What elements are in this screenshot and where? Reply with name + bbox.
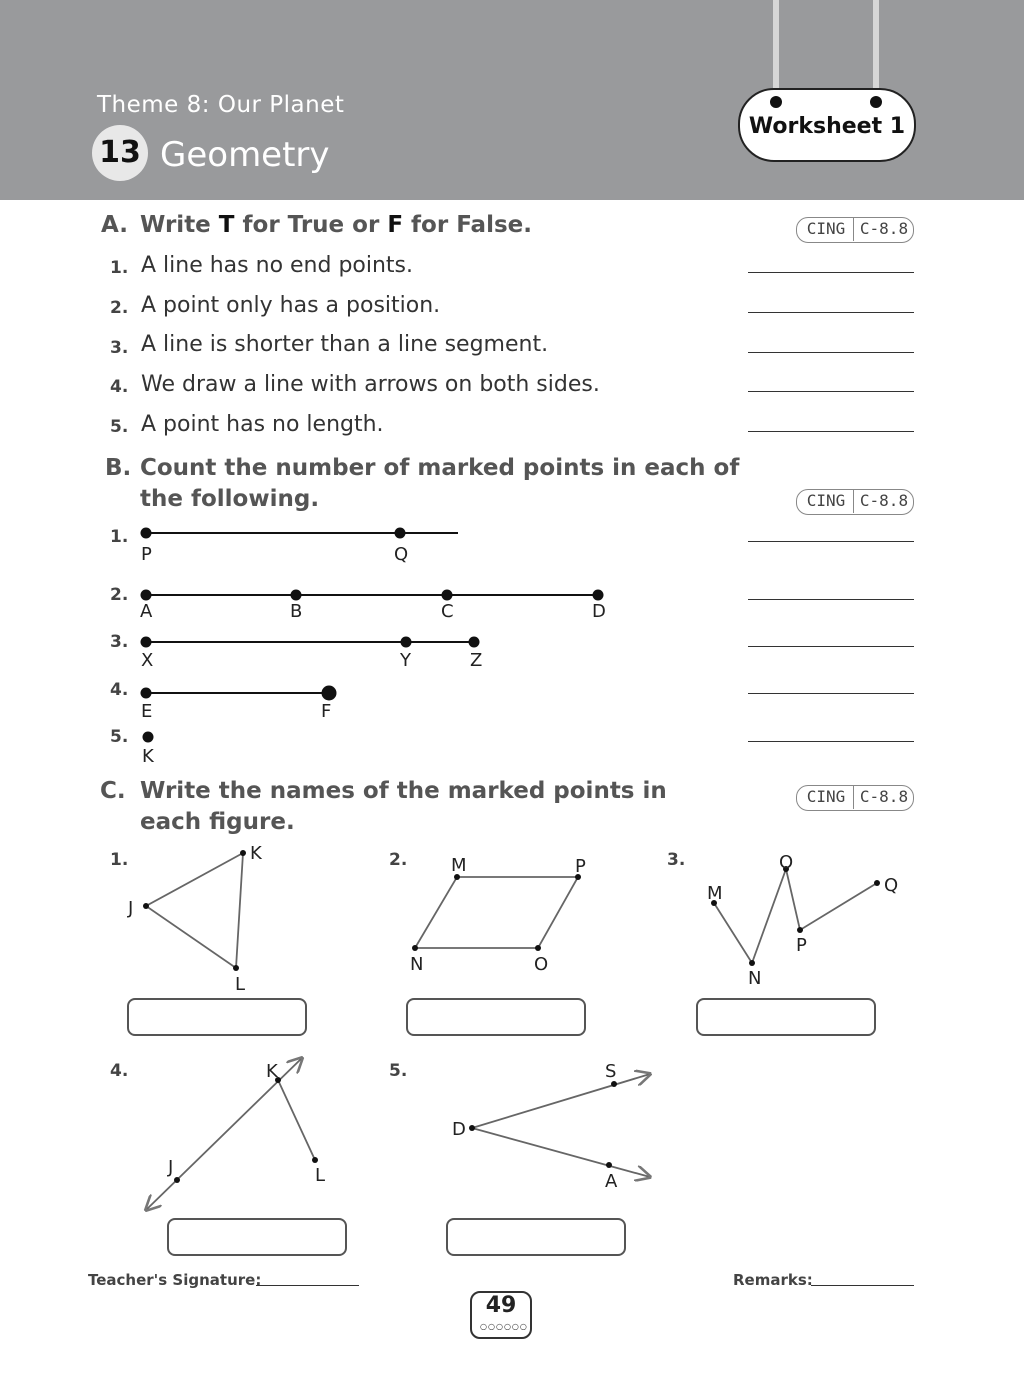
point-label: Q [884, 875, 899, 896]
question-text: A point has no length. [141, 412, 384, 437]
cing-badge-left: CING [806, 219, 846, 238]
cing-badge-right: C-8.8 [859, 491, 909, 510]
point-label: M [707, 883, 723, 904]
point-label: P [141, 544, 152, 565]
question-number: 1. [110, 258, 129, 278]
point-label: D [452, 1119, 466, 1140]
figure-number: 2. [389, 850, 408, 870]
answer-box[interactable] [696, 998, 876, 1036]
signature-line[interactable] [256, 1285, 359, 1286]
point-dot [312, 1157, 318, 1163]
triangle-shape [146, 853, 243, 968]
point-label: N [748, 968, 762, 989]
chapter-number: 13 [99, 135, 141, 170]
page-number: 49 [485, 1293, 517, 1318]
answer-box[interactable] [406, 998, 586, 1036]
point-label: L [235, 974, 246, 995]
question-number: 1. [110, 527, 129, 547]
point-label: N [410, 954, 424, 975]
point-dot [797, 927, 803, 933]
point-label: S [605, 1061, 617, 1082]
section-a-letter: A. [101, 212, 128, 238]
point-label: B [290, 601, 303, 622]
question-text: A line has no end points. [141, 253, 414, 278]
figure-number: 4. [110, 1061, 129, 1081]
point-label: K [250, 843, 262, 864]
point-dot [174, 1177, 180, 1183]
answer-box[interactable] [167, 1218, 347, 1256]
point-label: O [779, 852, 794, 873]
question-text: We draw a line with arrows on both sides. [141, 372, 600, 397]
point-label: L [315, 1165, 326, 1186]
point-label: K [266, 1061, 278, 1082]
point-label: J [168, 1157, 174, 1178]
question-number: 3. [110, 632, 129, 652]
point-dot [535, 945, 541, 951]
page-frame-dots-icon: ○○○○○○ [480, 1322, 528, 1331]
worksheet-label: Worksheet 1 [748, 114, 906, 139]
point-label: J [128, 898, 134, 919]
point-dot [240, 850, 246, 856]
question-number: 4. [110, 377, 129, 397]
point-label: A [605, 1171, 618, 1192]
point-dot [412, 945, 418, 951]
point-dot [233, 965, 239, 971]
point-label: C [441, 601, 454, 622]
point-dot [749, 960, 755, 966]
point-dot [606, 1162, 612, 1168]
cing-badge-right: C-8.8 [859, 219, 909, 238]
question-text: A point only has a position. [141, 293, 441, 318]
remarks-label: Remarks: [733, 1271, 813, 1289]
chapter-title: Geometry [160, 135, 330, 175]
ray-figure [472, 1074, 650, 1128]
figure-number: 3. [667, 850, 686, 870]
section-b-instruction-line2: the following. [140, 486, 320, 512]
cing-badge-left: CING [806, 491, 846, 510]
point-label: A [140, 601, 153, 622]
point-label: E [141, 701, 153, 722]
question-number: 2. [110, 298, 129, 318]
point-label: P [575, 856, 586, 877]
question-number: 5. [110, 417, 129, 437]
point-label: Y [400, 650, 411, 671]
point-label: P [796, 935, 807, 956]
question-number: 2. [110, 585, 129, 605]
point-label: F [321, 701, 332, 722]
point-label: Z [470, 650, 483, 671]
ray-figure [472, 1128, 650, 1177]
cing-badge-left: CING [806, 787, 846, 806]
answer-box[interactable] [446, 1218, 626, 1256]
remarks-line[interactable] [811, 1285, 914, 1286]
segment-figure [278, 1080, 315, 1160]
point-dot [469, 1125, 475, 1131]
teacher-signature-label: Teacher's Signature: [88, 1271, 262, 1289]
section-c-instruction-line1: Write the names of the marked points in [140, 778, 667, 804]
theme-title: Theme 8: Our Planet [97, 92, 345, 118]
section-b-instruction-line1: Count the number of marked points in each of [140, 455, 740, 481]
section-b-letter: B. [105, 455, 132, 481]
point-label: K [142, 746, 154, 767]
figure-number: 5. [389, 1061, 408, 1081]
point-label: O [534, 954, 549, 975]
question-number: 4. [110, 680, 129, 700]
point-label: D [592, 601, 606, 622]
answer-box[interactable] [127, 998, 307, 1036]
parallelogram-shape [415, 877, 578, 948]
section-c-letter: C. [100, 778, 126, 804]
section-a-instruction: Write T for True or F for False. [140, 212, 532, 238]
point-label: X [141, 650, 154, 671]
cing-badge-right: C-8.8 [859, 787, 909, 806]
question-text: A line is shorter than a line segment. [141, 332, 549, 357]
point-label: Q [394, 544, 409, 565]
point-dot [874, 880, 880, 886]
point-dot [143, 903, 149, 909]
question-number: 3. [110, 338, 129, 358]
question-number: 5. [110, 727, 129, 747]
section-c-instruction-line2: each figure. [140, 809, 295, 835]
point-label: M [451, 855, 467, 876]
figure-number: 1. [110, 850, 129, 870]
